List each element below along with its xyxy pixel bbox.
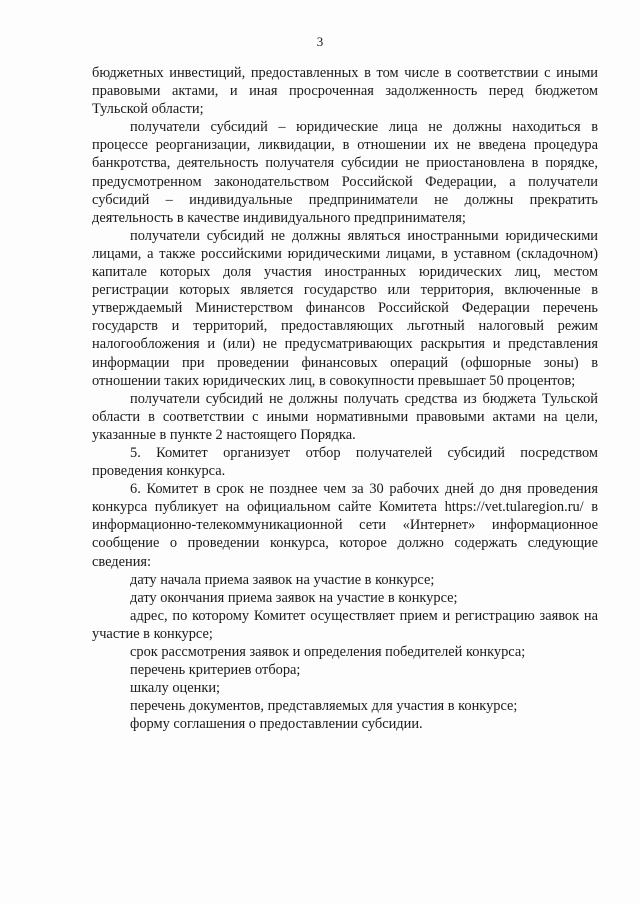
paragraph-budget-investments: бюджетных инвестиций, предоставленных в том числе в соответствии с иными правовыми актами, и иная просроченная задолженность перед бюджетом Тульской области; — [92, 65, 598, 118]
paragraph-no-other-funds: получатели субсидий не должны получать средства из бюджета Тульской области в соответствии с иными нормативными правовыми актами на цели, указанные в пункте 2 настоящего Порядка. — [92, 390, 598, 443]
list-item: дату окончания приема заявок на участие в конкурсе; — [130, 589, 458, 606]
paragraph-reorganization: получатели субсидий – юридические лица не должны находиться в процессе реорганизации, ликвидации, в отношении их не введена процедура банкротства, деятельность получателя субсидии не приостановлена в порядке, предусмотренном законодательством Российской Федерации, а получатели субсидий – индивидуальные предприниматели не должны прекратить деятельность в качестве индивидуального предпринимателя; — [92, 119, 598, 226]
list-item: перечень документов, представляемых для участия в конкурсе; — [130, 698, 518, 715]
list-item: форму соглашения о предоставлении субсидии. — [130, 716, 423, 733]
page-number: 3 — [316, 34, 324, 49]
list-item: срок рассмотрения заявок и определения победителей конкурса; — [130, 644, 526, 660]
document-body — [92, 64, 598, 733]
list-item: шкалу оценки; — [130, 680, 221, 697]
list-item: перечень критериев отбора; — [130, 662, 301, 679]
list-item: дату начала приема заявок на участие в конкурсе; — [130, 571, 435, 588]
paragraph-item-5: 5. Комитет организует отбор получателей субсидий посредством проведения конкурса. — [92, 444, 598, 480]
paragraph-foreign-entities: получатели субсидий не должны являться иностранными юридическими лицами, а также российскими юридическими лицами, в уставном (складочном) капитале которых доля участия иностранных юридических лиц, местом регистрации которых является государство или территория, включенные в утверждаемый Министерством финансов Российской Федерации перечень государств и территорий, предоставляющих льготный налоговый режим налогообложения и (или) не предусматривающих раскрытия и представления информации при проведении финансовых операций (офшорные зоны) в отношении таких юридических лиц, в совокупности превышает 50 процентов; — [92, 227, 598, 389]
paragraph-item-6: 6. Комитет в срок не позднее чем за 30 рабочих дней до дня проведения конкурса публикует на официальном сайте Комитета https://vet.tularegion.ru/ в информационно-телекоммуникационной сети «Интернет» информационное сообщение о проведении конкурса, которое должно содержать следующие сведения: — [92, 481, 598, 570]
list-item: адрес, по которому Комитет осуществляет прием и регистрацию заявок на участие в конкурсе; — [92, 607, 598, 642]
